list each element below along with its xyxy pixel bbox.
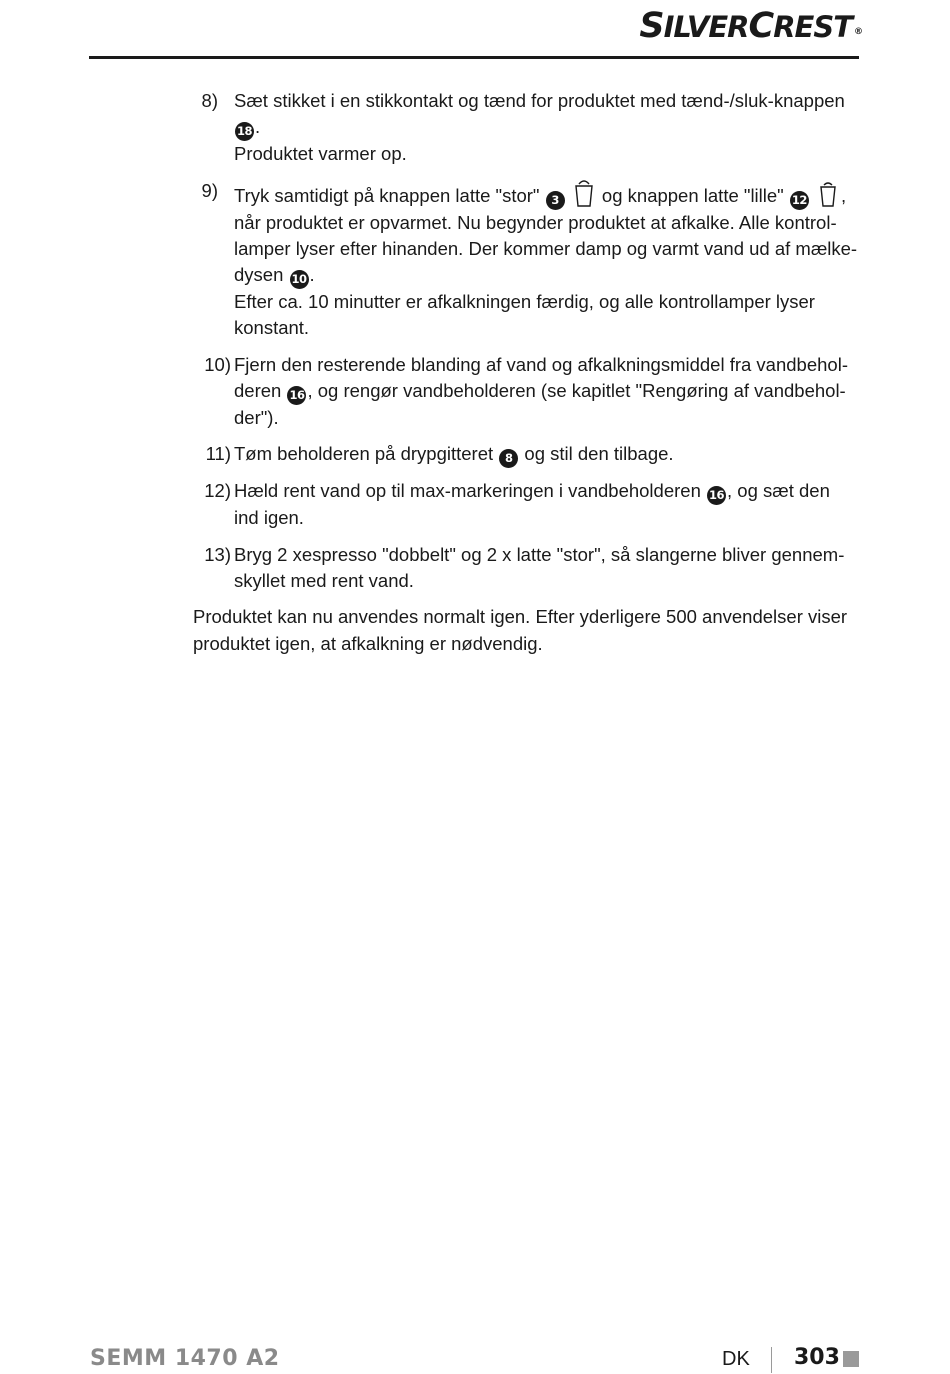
step-number: 11) bbox=[205, 443, 231, 465]
footer-language: DK bbox=[722, 1348, 750, 1370]
step-12: 12) Hæld rent vand op til max-markeringen i vandbeholderen 16 , og sæt den ind igen. bbox=[193, 478, 863, 531]
latte-small-cup-icon bbox=[817, 178, 839, 208]
step-number: 10) bbox=[204, 353, 231, 375]
step-10: 10) Fjern den resterende blanding af vand og afkalkningsmiddel fra vandbehol- deren 16 , og rengør vandbeholderen (se kapitlet "Rengøring af vandbehol- der"). bbox=[193, 352, 863, 432]
footer-separator bbox=[771, 1347, 772, 1373]
part-number-badge: 10 bbox=[290, 270, 309, 289]
part-number-badge: 18 bbox=[235, 122, 254, 141]
part-number-badge: 3 bbox=[546, 191, 565, 210]
step-9: 9) Tryk samtidigt på knappen latte "stor" 3 og knappen latte "lille" 12 , når produktet er opvarmet. Nu begynder produktet at afkalke. Alle kontrol- lamper lyser efter hinanden. Der kommer damp og varmt vand ud af mælke- dysen 10 . Efter ca. 10 minutter er afkalkningen færdig, og alle kontrollamper lyser konstant. bbox=[193, 178, 863, 342]
closing-paragraph: Produktet kan nu anvendes normalt igen. Efter yderligere 500 anvendelser viser produktet igen, at afkalkning er nødvendig. bbox=[193, 606, 848, 654]
step-number: 9) bbox=[201, 179, 218, 201]
silvercrest-logo: SILVERCREST ® bbox=[639, 6, 862, 46]
page-content bbox=[193, 88, 863, 657]
footer-model: SEMM 1470 A2 bbox=[90, 1346, 280, 1371]
step-number: 8) bbox=[201, 90, 218, 111]
header-rule bbox=[89, 56, 859, 59]
part-number-badge: 16 bbox=[707, 486, 726, 505]
footer-square-icon bbox=[843, 1351, 859, 1367]
step-number: 13) bbox=[204, 543, 231, 565]
part-number-badge: 12 bbox=[790, 191, 809, 210]
latte-large-cup-icon bbox=[573, 178, 595, 208]
part-number-badge: 8 bbox=[499, 449, 518, 468]
step-13: 13) Bryg 2 xespresso "dobbelt" og 2 x latte "stor", så slangerne bliver gennem- skyllet med rent vand. bbox=[193, 542, 863, 595]
step-11: 11) Tøm beholderen på drypgitteret 8 og stil den tilbage. bbox=[193, 441, 863, 468]
page-number: 303 bbox=[794, 1345, 840, 1370]
step-8: 8) Sæt stikket i en stikkontakt og tænd for produktet med tænd-/sluk-knappen 18 . Produktet varmer op. bbox=[193, 88, 863, 168]
part-number-badge: 16 bbox=[287, 386, 306, 405]
step-number: 12) bbox=[204, 480, 231, 502]
